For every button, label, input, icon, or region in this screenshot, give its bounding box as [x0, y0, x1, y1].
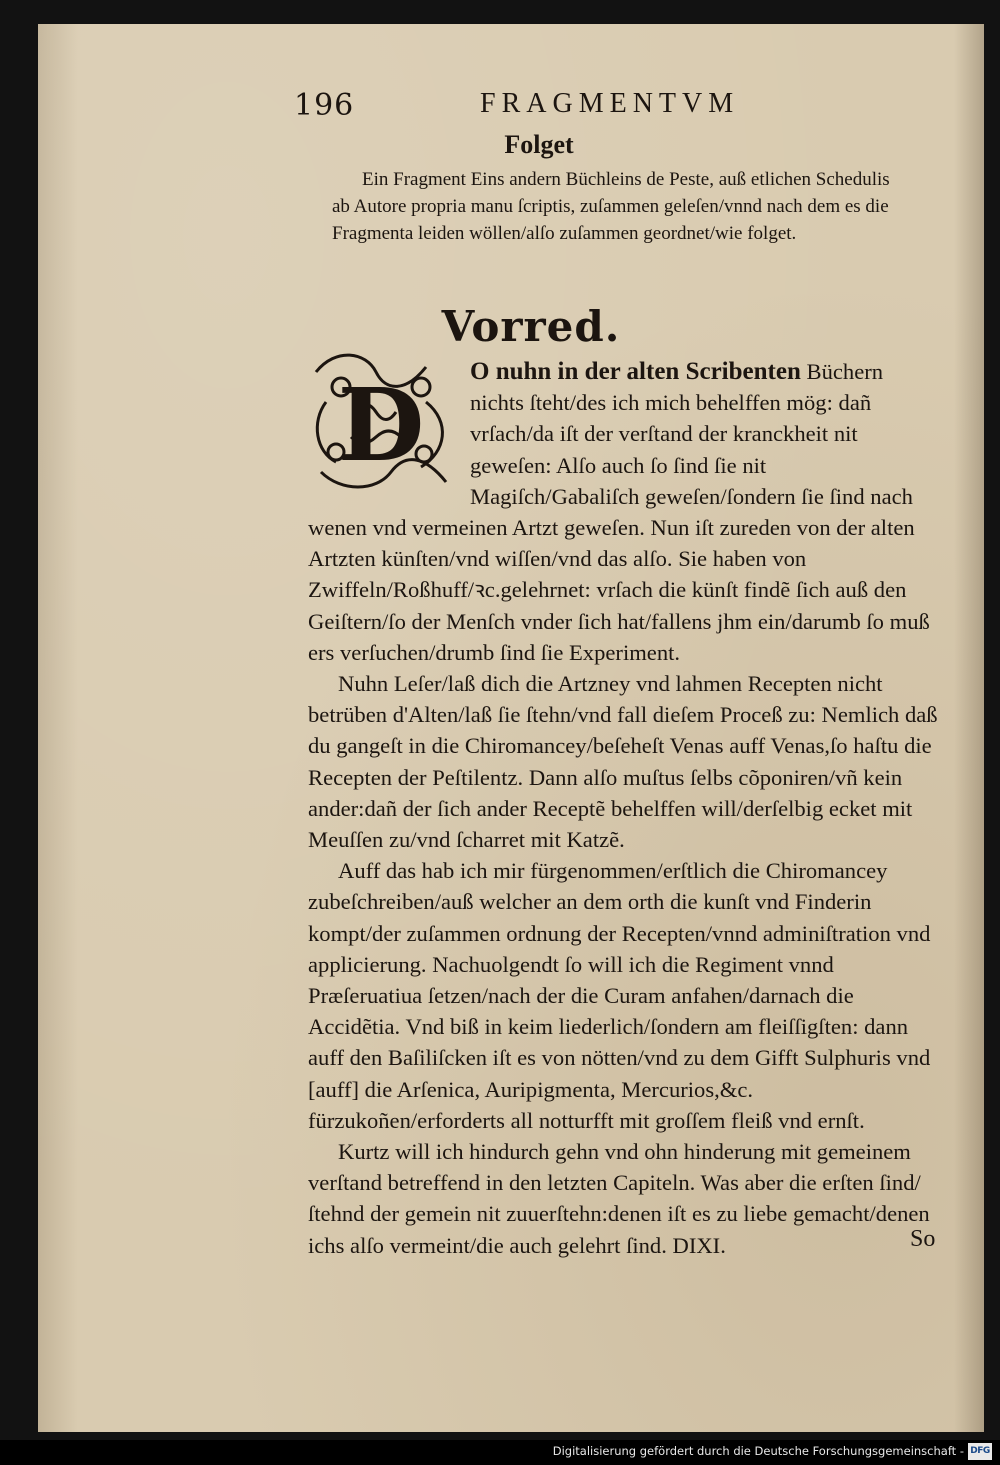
footer-credit: Digitalisierung gefördert durch die Deutsche Forschungsgemeinschaft - — [552, 1444, 964, 1458]
initial-letter: D — [337, 366, 425, 484]
section-title: Vorred. — [441, 302, 621, 351]
body-paragraph-4: Kurtz will ich hindurch gehn vnd ohn hinderung mit gemeinem verſtand betreffend in den letzten Capiteln. Was aber die erſten ſind/ſtehnd der gemein nit zuuerſtehn:denen iſt es zu liebe gemacht/denen ichs alſo vermeint/die auch gelehrt ſind. DIXI. — [308, 1139, 930, 1258]
intro-paragraph — [332, 166, 892, 247]
intro-text: Ein Fragment Eins andern Büchleins de Peste, auß etlichen Schedulis ab Autore propria manu ſcriptis, zuſammen geleſen/vnnd nach dem es die Fragmenta leiden wöllen/alſo zuſammen geordnet/wie folget. — [332, 169, 890, 244]
first-line: O nuhn in der alten Scribenten — [470, 358, 801, 385]
initial-space — [308, 356, 464, 506]
running-head — [38, 88, 984, 128]
body-paragraph-3: Auff das hab ich mir fürgenommen/erſtlich die Chiromancey zubeſchreiben/auß welcher an dem orth die kunſt vnd Finderin kompt/der zuſammen ordnung der Recepten/vnnd adminiſtration vnd applicierung. Nachuolgendt ſo will ich die Regiment vnnd Præſeruatiua ſetzen/nach der die Curam anfahen/darnach die Accidẽtia. Vnd biß in keim liederlich/ſondern am fleiſſigſten: dann auff den Baſiliſcken iſt es von nötten/vnd zu dem Gifft Sulphuris vnd [auff] die Arſenica, Auripigmenta, Mercurios,&c. fürzukoñen/erforderts all notturfft mit groſſem fleiß vnd ernſt. — [308, 858, 931, 1133]
sub-heading: Folget — [504, 130, 574, 159]
body-text — [308, 356, 940, 1261]
paragraph-1-text: Büchern nichts ſteht/des ich mich behelffen mög: dañ vrſach/da iſt der verſtand der kranckheit nit geweſen: Alſo auch ſo ſind ſie nit Magiſch/Gabaliſch geweſen/ſondern ſie ſind nach wenen vnd vermeinen Artzt geweſen. Nun iſt zureden von der alten Artzten künſten/vnd wiſſen/vnd das alſo. Sie haben von Zwiffeln/Roßhuff/ꝛc.gelehrnet: vrſach die künſt findẽ ſich auß den Geiſtern/ſo der Menſch vnder ſich hat/fallens jhm ein/darumb ſo muß ers verſuchen/drumb ſind ſie Experiment. — [308, 359, 930, 665]
catchword: So — [910, 1226, 936, 1252]
book-page — [38, 24, 984, 1432]
page-number: 196 — [294, 88, 355, 123]
body-paragraph-2: Nuhn Leſer/laß dich die Artzney vnd lahmen Recepten nicht betrüben d'Alten/laß ſie ſtehn/vnd fall dieſem Proceß zu: Nemlich daß du gangeſt in die Chiromancey/beſeheſt Venas auff Venas,ſo haſtu die Recepten der Peſtilentz. Dann alſo muſtus ſelbs cõponiren/vñ kein ander:dañ der ſich ander Receptẽ behelffen will/derſelbig ecket mit Meuſſen zu/vnd ſcharret mit Katzẽ. — [308, 671, 938, 853]
footer-bar — [0, 1440, 1000, 1465]
dfg-logo: DFG — [968, 1443, 992, 1460]
running-title: FRAGMENTVM — [480, 88, 740, 119]
